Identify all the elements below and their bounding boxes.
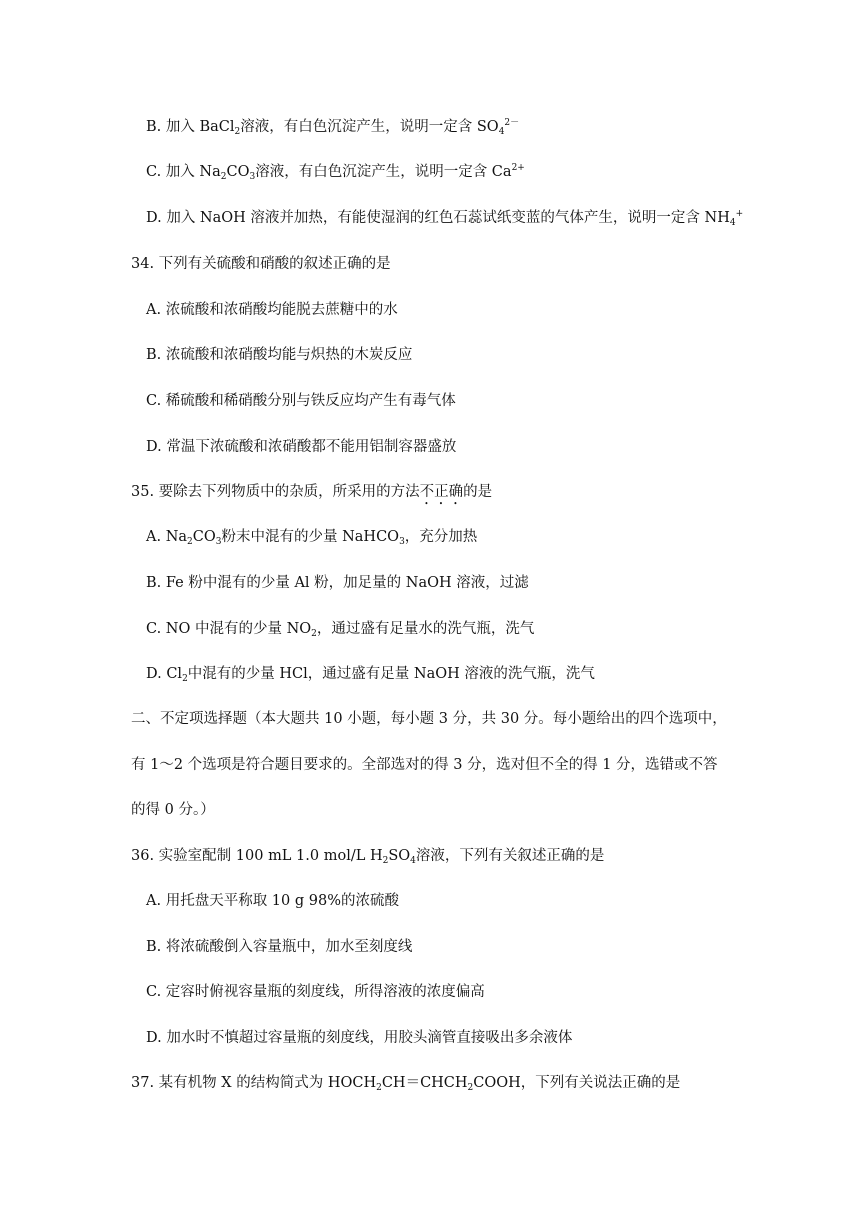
option-34-c: C. 稀硫酸和稀硝酸分别与铁反应均产生有毒气体 bbox=[146, 393, 456, 409]
option-35-d: D. $Cl_2$中混有的少量 HCl，通过盛有足量 NaOH 溶液的洗气瓶，洗气 bbox=[146, 666, 595, 684]
question-37: 37. 某有机物 X 的结构简式为 $HOCH_2CH=CHCH_2COOH$，下列有关说法正确的是 bbox=[131, 1075, 681, 1093]
section-2-instructions-line-3: 的得 0 分。） bbox=[131, 802, 215, 818]
option-36-b: B. 将浓硫酸倒入容量瓶中，加水至刻度线 bbox=[146, 939, 413, 955]
option-33-c: C. 加入 $Na_2CO_3$溶液，有白色沉淀产生，说明一定含 $Ca^{2+}$ bbox=[146, 163, 525, 182]
option-34-b: B. 浓硫酸和浓硝酸均能与炽热的木炭反应 bbox=[146, 347, 413, 363]
question-35: 35. 要除去下列物质中的杂质，所采用的方法不正确的是 bbox=[131, 484, 493, 500]
option-33-b: B. 加入 BaCl$_2$溶液，有白色沉淀产生，说明一定含 $SO_4^{2-}$ bbox=[146, 118, 520, 137]
section-2-instructions-line-2: 有 1～2 个选项是符合题目要求的。全部选对的得 3 分，选对但不全的得 1 分，选错或不答 bbox=[131, 757, 718, 773]
section-2-instructions-line-1: 二、不定项选择题（本大题共 10 小题，每小题 3 分，共 30 分。每小题给出的四个选项中， bbox=[131, 711, 727, 727]
option-36-c: C. 定容时俯视容量瓶的刻度线，所得溶液的浓度偏高 bbox=[146, 984, 485, 1000]
option-36-d: D. 加水时不慎超过容量瓶的刻度线，用胶头滴管直接吸出多余液体 bbox=[146, 1030, 573, 1046]
option-35-c: C. NO 中混有的少量 $NO_2$，通过盛有足量水的洗气瓶，洗气 bbox=[146, 621, 535, 639]
option-36-a: A. 用托盘天平称取 10 g 98%的浓硫酸 bbox=[146, 893, 399, 909]
option-34-d: D. 常温下浓硫酸和浓硝酸都不能用铝制容器盛放 bbox=[146, 439, 457, 455]
option-33-d: D. 加入 NaOH 溶液并加热，有能使湿润的红色石蕊试纸变蓝的气体产生，说明一定含 $NH_4^+$ bbox=[146, 209, 744, 228]
option-35-b: B. Fe 粉中混有的少量 Al 粉，加足量的 NaOH 溶液，过滤 bbox=[146, 575, 529, 591]
option-34-a: A. 浓硫酸和浓硝酸均能脱去蔗糖中的水 bbox=[146, 302, 398, 318]
option-35-a: A. $Na_2CO_3$粉末中混有的少量 NaHCO$_3$，充分加热 bbox=[146, 529, 478, 547]
question-36: 36. 实验室配制 100 mL 1.0 mol/L $H_2SO_4$溶液，下列有关叙述正确的是 bbox=[131, 848, 605, 866]
question-34: 34. 下列有关硫酸和硝酸的叙述正确的是 bbox=[131, 256, 391, 272]
emphasis-text: 不正确 bbox=[419, 484, 464, 500]
